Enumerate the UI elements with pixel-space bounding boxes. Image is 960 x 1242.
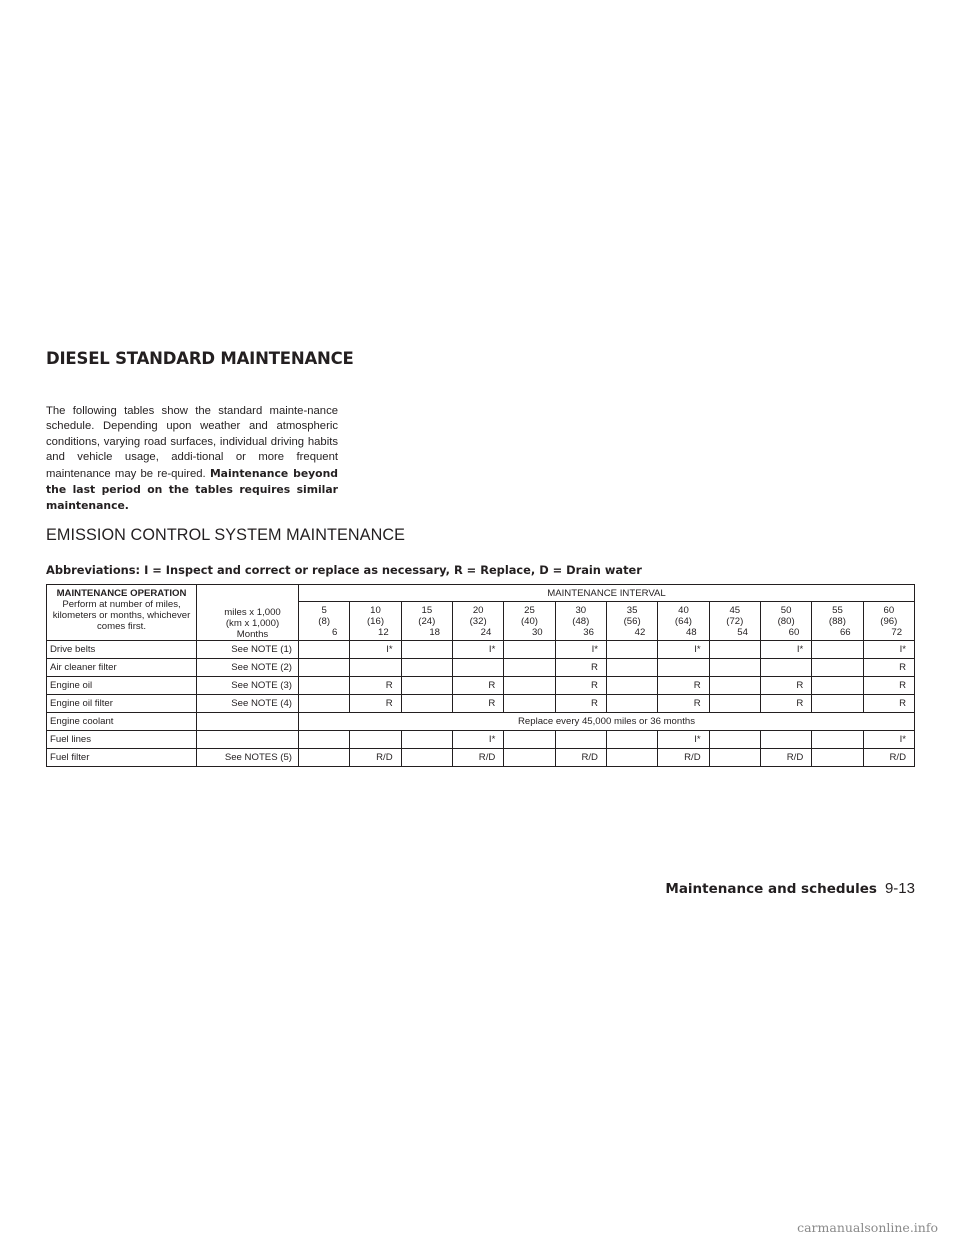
operation-name: Air cleaner filter	[47, 659, 197, 677]
schedule-cell	[299, 659, 350, 677]
schedule-cell	[606, 695, 657, 713]
schedule-cell: R	[760, 695, 811, 713]
schedule-cell	[299, 731, 350, 749]
schedule-cell	[606, 731, 657, 749]
schedule-cell: R	[452, 677, 503, 695]
schedule-cell	[606, 641, 657, 659]
interval-column-header	[709, 602, 760, 641]
schedule-cell	[606, 749, 657, 767]
interval-miles: 25	[524, 604, 535, 616]
interval-span-note: Replace every 45,000 miles or 36 months	[299, 713, 915, 731]
interval-column-header	[812, 602, 863, 641]
schedule-cell	[504, 659, 555, 677]
interval-miles: 5	[321, 604, 327, 616]
intro-paragraph	[46, 404, 338, 515]
schedule-cell	[504, 731, 555, 749]
unit-months: Months	[236, 629, 269, 640]
schedule-cell: R	[452, 695, 503, 713]
schedule-cell	[709, 677, 760, 695]
interval-miles: 35	[626, 604, 638, 616]
schedule-cell	[606, 677, 657, 695]
operation-name: Drive belts	[47, 641, 197, 659]
intro-bold-text: Maintenance beyond the last period on the tables requires similar maintenance.	[46, 466, 339, 513]
interval-miles: 50	[780, 604, 792, 616]
interval-months: 54	[737, 626, 748, 638]
interval-column-header	[555, 602, 606, 641]
interval-km: (64)	[674, 615, 692, 627]
operation-header-subtitle: Perform at number of miles, kilometers or months, whichever comes first.	[52, 599, 191, 632]
abbreviations-legend: Abbreviations: I = Inspect and correct or replace as necessary, R = Replace, D = Drain water	[46, 563, 642, 577]
schedule-cell	[299, 749, 350, 767]
table-row	[47, 659, 915, 677]
interval-miles: 30	[575, 604, 587, 616]
table-row	[47, 677, 915, 695]
schedule-cell	[299, 695, 350, 713]
unit-miles: miles x 1,000	[224, 607, 281, 618]
interval-km: (96)	[880, 615, 898, 627]
interval-column-header	[760, 602, 811, 641]
interval-miles: 55	[832, 604, 843, 616]
table-row	[47, 641, 915, 659]
schedule-cell: I*	[452, 731, 503, 749]
operation-name: Fuel filter	[47, 749, 197, 767]
table-row	[47, 731, 915, 749]
interval-km: (16)	[366, 615, 385, 627]
schedule-cell	[299, 677, 350, 695]
schedule-cell: I*	[863, 731, 914, 749]
schedule-cell	[760, 659, 811, 677]
schedule-cell	[812, 677, 863, 695]
interval-column-header	[863, 602, 914, 641]
schedule-cell: I*	[863, 641, 914, 659]
schedule-cell: R	[658, 695, 709, 713]
schedule-cell: R/D	[452, 749, 503, 767]
interval-months: 18	[429, 626, 440, 638]
schedule-cell: R	[555, 659, 606, 677]
schedule-cell	[401, 677, 452, 695]
interval-km: (80)	[777, 615, 795, 627]
intro-text: The following tables show the standard mainte-nance schedule. Depending upon weather and atmospheric conditions, varying road surfaces, individual driving habits and vehicle usage, addi-tional or more frequent maintenance may be re-quired.	[46, 405, 338, 480]
interval-months: 24	[480, 626, 492, 638]
schedule-cell: R	[760, 677, 811, 695]
interval-miles: 20	[472, 604, 484, 616]
schedule-cell	[709, 749, 760, 767]
schedule-cell	[709, 695, 760, 713]
schedule-cell	[504, 677, 555, 695]
schedule-cell	[658, 659, 709, 677]
schedule-cell	[401, 641, 452, 659]
schedule-cell: R	[863, 677, 914, 695]
operation-header-title: MAINTENANCE OPERATION	[56, 588, 187, 599]
interval-months: 60	[788, 626, 800, 638]
schedule-cell	[401, 659, 452, 677]
schedule-cell: I*	[452, 641, 503, 659]
schedule-cell	[452, 659, 503, 677]
schedule-cell	[709, 641, 760, 659]
schedule-cell: R/D	[350, 749, 401, 767]
interval-km: (40)	[520, 615, 538, 627]
operation-note: See NOTE (2)	[197, 659, 299, 677]
interval-miles: 15	[421, 604, 433, 616]
maintenance-schedule-table	[46, 584, 915, 767]
table-row	[47, 749, 915, 767]
schedule-cell: I*	[555, 641, 606, 659]
operation-header	[47, 585, 197, 641]
schedule-cell: R/D	[760, 749, 811, 767]
interval-months: 36	[583, 626, 594, 638]
interval-km: (32)	[469, 615, 487, 627]
interval-km: (56)	[623, 615, 641, 627]
schedule-cell: R/D	[555, 749, 606, 767]
interval-column-header	[452, 602, 503, 641]
interval-miles: 40	[678, 604, 689, 616]
schedule-cell	[760, 731, 811, 749]
schedule-cell	[401, 731, 452, 749]
schedule-cell	[504, 641, 555, 659]
interval-header: MAINTENANCE INTERVAL	[299, 585, 915, 602]
interval-months: 48	[685, 626, 697, 638]
schedule-cell	[350, 659, 401, 677]
schedule-cell	[812, 641, 863, 659]
schedule-cell: R	[350, 677, 401, 695]
subsection-title: EMISSION CONTROL SYSTEM MAINTENANCE	[46, 526, 406, 544]
interval-months: 66	[839, 626, 851, 638]
interval-column-header	[401, 602, 452, 641]
interval-column-header	[658, 602, 709, 641]
interval-miles: 60	[883, 604, 895, 616]
operation-note	[197, 713, 299, 731]
operation-note: See NOTE (1)	[197, 641, 299, 659]
schedule-cell	[504, 749, 555, 767]
schedule-cell	[812, 731, 863, 749]
schedule-cell: I*	[760, 641, 811, 659]
schedule-cell: R	[350, 695, 401, 713]
table-header-row	[47, 585, 915, 602]
schedule-cell: R/D	[658, 749, 709, 767]
schedule-cell	[812, 749, 863, 767]
footer-section-name: Maintenance and schedules	[665, 881, 877, 897]
schedule-cell: R	[658, 677, 709, 695]
operation-note: See NOTES (5)	[197, 749, 299, 767]
schedule-cell: R	[555, 677, 606, 695]
schedule-cell	[350, 731, 401, 749]
interval-km: (24)	[418, 615, 436, 627]
schedule-cell	[504, 695, 555, 713]
schedule-cell	[812, 659, 863, 677]
schedule-cell: I*	[350, 641, 401, 659]
operation-name: Engine oil	[47, 677, 197, 695]
interval-months: 6	[331, 626, 338, 638]
table-row	[47, 695, 915, 713]
schedule-cell: I*	[658, 731, 709, 749]
interval-months: 72	[891, 626, 903, 638]
interval-miles: 45	[729, 604, 741, 616]
interval-km: (8)	[318, 615, 331, 627]
table-row	[47, 713, 915, 731]
schedule-cell: R	[555, 695, 606, 713]
page-number: 9-13	[884, 880, 915, 897]
schedule-cell	[401, 749, 452, 767]
unit-km: (km x 1,000)	[225, 618, 280, 629]
schedule-cell	[709, 659, 760, 677]
operation-name: Fuel lines	[47, 731, 197, 749]
interval-km: (72)	[726, 615, 744, 627]
operation-note: See NOTE (3)	[197, 677, 299, 695]
interval-column-header	[504, 602, 555, 641]
watermark: carmanualsonline.info	[797, 1220, 938, 1235]
schedule-cell: R	[863, 695, 914, 713]
operation-name: Engine oil filter	[47, 695, 197, 713]
schedule-cell	[555, 731, 606, 749]
page-footer	[665, 880, 915, 897]
interval-miles: 10	[370, 604, 381, 616]
interval-column-header	[606, 602, 657, 641]
interval-column-header	[350, 602, 401, 641]
operation-note	[197, 731, 299, 749]
schedule-cell	[606, 659, 657, 677]
schedule-cell	[709, 731, 760, 749]
schedule-cell	[812, 695, 863, 713]
operation-name: Engine coolant	[47, 713, 197, 731]
operation-note: See NOTE (4)	[197, 695, 299, 713]
section-title: DIESEL STANDARD MAINTENANCE	[46, 349, 354, 368]
schedule-cell: R/D	[863, 749, 914, 767]
interval-column-header	[299, 602, 350, 641]
unit-header	[197, 585, 299, 641]
interval-km: (88)	[828, 615, 846, 627]
interval-months: 42	[634, 626, 646, 638]
schedule-cell: R	[863, 659, 914, 677]
interval-months: 30	[531, 626, 543, 638]
schedule-cell	[299, 641, 350, 659]
schedule-cell	[401, 695, 452, 713]
interval-km: (48)	[572, 615, 590, 627]
interval-months: 12	[377, 626, 389, 638]
schedule-cell: I*	[658, 641, 709, 659]
